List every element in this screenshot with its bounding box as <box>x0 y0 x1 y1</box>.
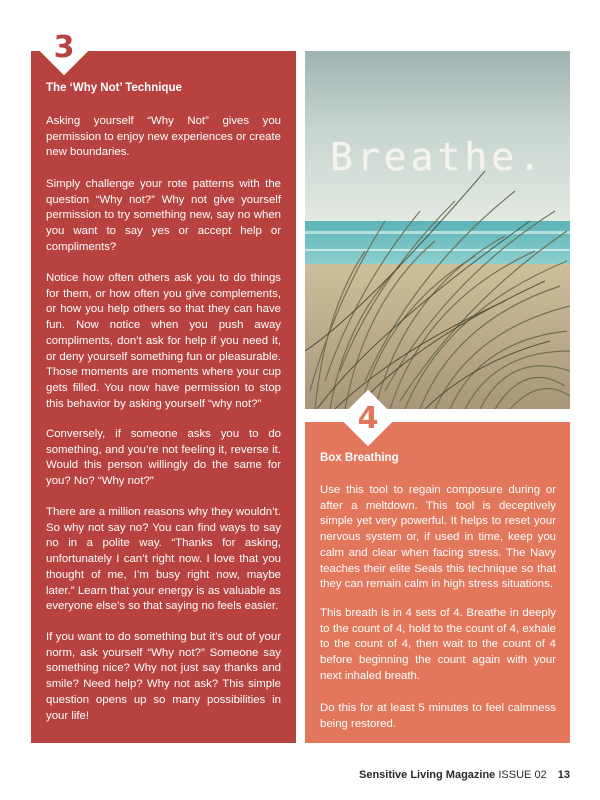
section-3-paragraph: There are a million reasons why they wouldn’t. So why not say no? You can find ways to say no in a polite way. “Thanks for asking, unfortunately I can’t right now. I love that you thought of me, I’m busy right now, maybe later.” Learn that your energy is as valuable as everyone else’s so that saying no feels easier. <box>46 506 281 613</box>
section-3-paragraph: Notice how often others ask you to do things for them, or how often you give complements, or how you help others so that they can have fun. Now notice when you push away compliments, don’t ask for help if you need it, or deny yourself something fun or pleasurable. Those moments are moments where your cup gets filled. You now have permission to stop this behavior by asking yourself “why not?” <box>46 272 281 410</box>
section-4-paragraph: Do this for at least 5 minutes to feel calmness being restored. <box>320 702 556 730</box>
section-3-title: The ‘Why Not’ Technique <box>46 82 182 94</box>
issue-label: ISSUE 02 <box>498 769 547 781</box>
section-3-paragraph: If you want to do something but it’s out of your norm, ask yourself “Why not?” Someone say something nice? Why not just say thanks and smile? Need help? Why not ask? This simple question opens up so many possibilities in your life! <box>46 631 281 722</box>
beach-grass-illustration <box>305 51 570 409</box>
section-3-paragraph: Conversely, if someone asks you to do something, and you’re not feeling it, reverse it. Would this person willingly do the same for you? No? “Why not?” <box>46 428 281 488</box>
breathe-title: Breathe. <box>329 135 546 179</box>
section-4-number: 4 <box>357 401 379 436</box>
magazine-name: Sensitive Living Magazine <box>358 769 496 781</box>
page-footer <box>359 769 570 781</box>
section-3-paragraph: Asking yourself “Why Not” gives you permission to enjoy new experiences or create new boundaries. <box>46 115 281 159</box>
section-4-paragraph: This breath is in 4 sets of 4. Breathe in deeply to the count of 4, hold to the count of 4, exhale to the count of 4, then wait to the count of 4 before beginning the count again with your next inhaled breath. <box>320 607 556 682</box>
page-number: 13 <box>557 769 570 781</box>
section-3-paragraph: Simply challenge your rote patterns with the question “Why not?” Why not give yourself permission to try something new, say no when you want to say yes or accept help or compliments? <box>46 178 281 253</box>
section-4-title: Box Breathing <box>320 452 399 464</box>
beach-grass-photo <box>305 51 570 409</box>
section-4-paragraph: Use this tool to regain composure during or after a meltdown. This tool is deceptively simple yet very powerful. It helps to reset your nervous system or, if used in time, keep you calm and clear when facing stress. The Navy teaches their elite Seals this technique so that they can remain calm in high stress situations. <box>320 484 556 591</box>
section-3-number: 3 <box>53 30 75 65</box>
